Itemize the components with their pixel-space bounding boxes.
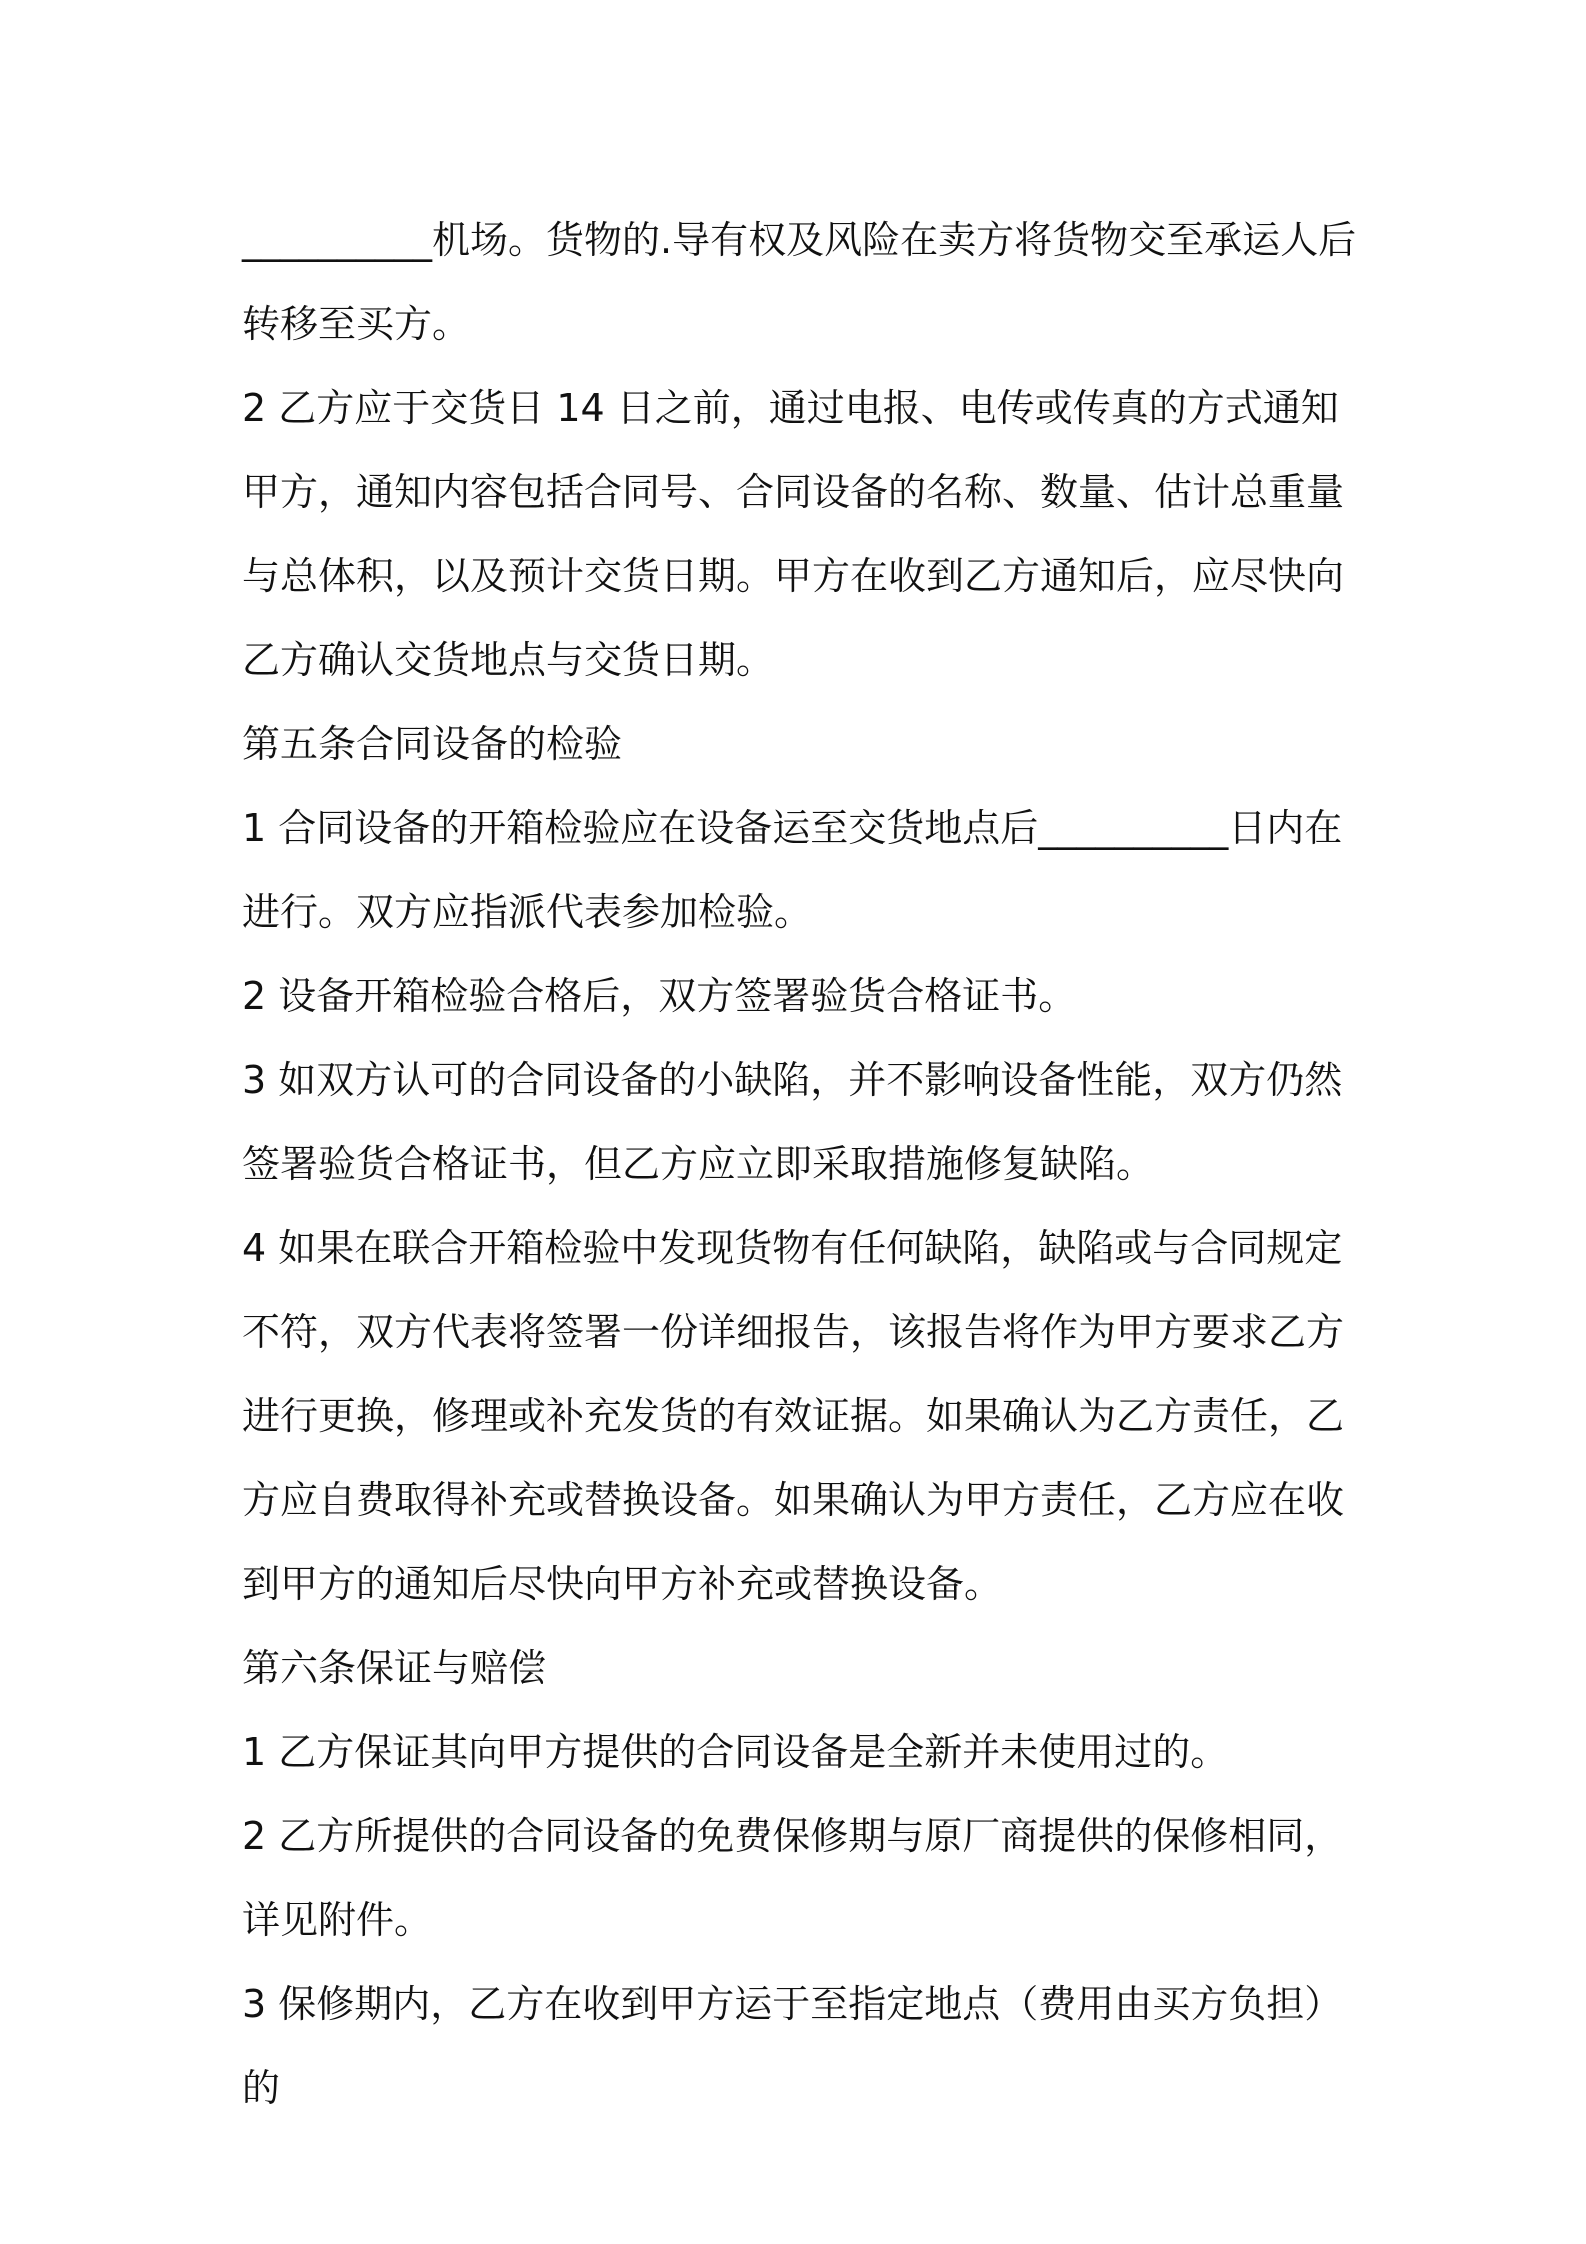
heading-article-five: 第五条合同设备的检验 <box>242 722 623 766</box>
paragraph-warranty-1: 1 乙方保证其向甲方提供的合同设备是全新并未使用过的。 <box>242 1730 1229 1774</box>
paragraph-inspection-1: 1 合同设备的开箱检验应在设备运至交货地点后__________日内在进行。双方应指派代表参加检验。 <box>242 806 1343 934</box>
paragraph-warranty-3: 3 保修期内，乙方在收到甲方运于至指定地点（费用由买方负担）的 <box>242 1982 1343 2110</box>
paragraph-inspection-3: 3 如双方认可的合同设备的小缺陷，并不影响设备性能，双方仍然签署验货合格证书，但乙方应立即采取措施修复缺陷。 <box>242 1058 1343 1186</box>
paragraph-delivery-notice: 2 乙方应于交货日 14 日之前，通过电报、电传或传真的方式通知甲方，通知内容包括合同号、合同设备的名称、数量、估计总重量与总体积，以及预计交货日期。甲方在收到乙方通知后，应尽快向乙方确认交货地点与交货日期。 <box>242 386 1345 682</box>
paragraph-inspection-2: 2 设备开箱检验合格后，双方签署验货合格证书。 <box>242 974 1077 1018</box>
paragraph-warranty-2: 2 乙方所提供的合同设备的免费保修期与原厂商提供的保修相同，详见附件。 <box>242 1814 1343 1942</box>
paragraph-inspection-4: 4 如果在联合开箱检验中发现货物有任何缺陷，缺陷或与合同规定不符，双方代表将签署一份详细报告，该报告将作为甲方要求乙方进行更换，修理或补充发货的有效证据。如果确认为乙方责任，乙方应自费取得补充或替换设备。如果确认为甲方责任，乙方应在收到甲方的通知后尽快向甲方补充或替换设备。 <box>242 1226 1345 1606</box>
heading-article-six: 第六条保证与赔偿 <box>242 1646 547 1690</box>
document-body <box>242 198 1362 2130</box>
paragraph-delivery-airport: __________机场。货物的.导有权及风险在卖方将货物交至承运人后转移至买方。 <box>242 218 1357 346</box>
